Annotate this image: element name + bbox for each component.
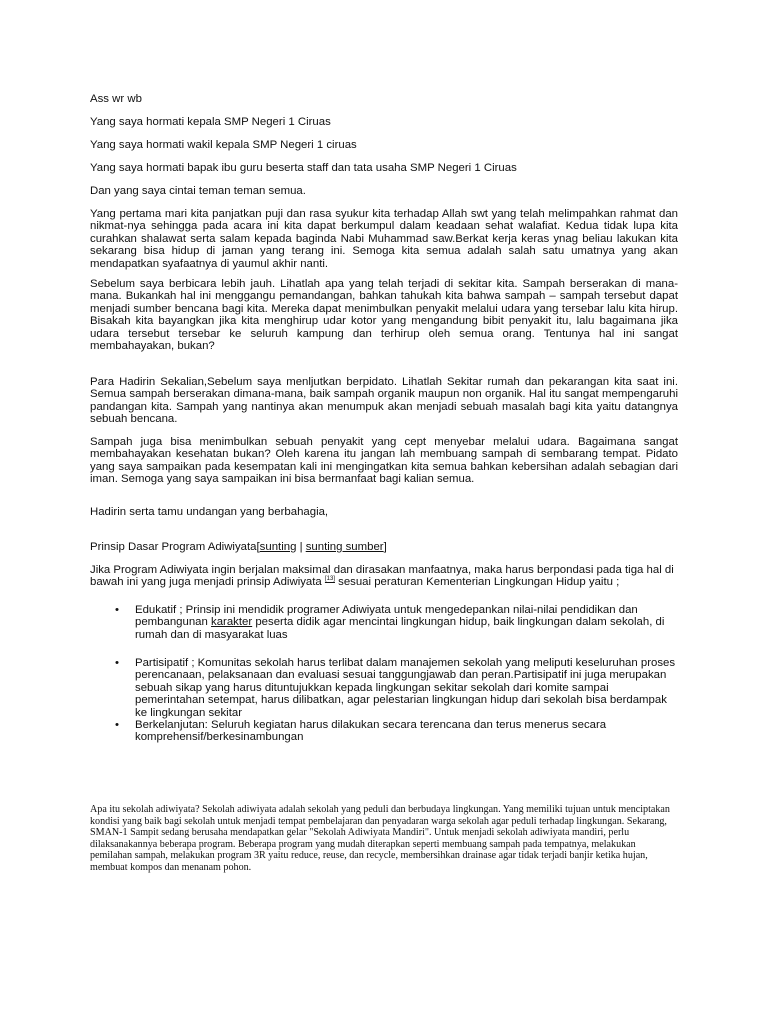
closing-paragraph: Apa itu sekolah adiwiyata? Sekolah adiwiyata adalah sekolah yang peduli dan berbudaya lingkungan. Yang memiliki tujuan untuk menciptakan kondisi yang baik bagi sekolah untuk menjadi tempat pembelajaran dan penyadaran warga sekolah agar peduli terhadap lingkungan. Sekarang, SMAN-1 Sampit sedang berusaha mendapatkan gelar "Sekolah Adiwiyata Mandiri". Untuk menjadi sekolah adiwiyata mandiri, perlu dilaksanakannya beberapa program. Beberapa program yang mudah diterapkan seperti membuang sampah pada tempatnya, melakukan pemilahan sampah, melakukan program 3R yaitu reduce, reuse, dan recycle, membersihkan drainase agar tidak terjadi banjir ketika hujan, membuat kompos dan menanam pohon. <box>90 804 670 873</box>
bullet-marker: • <box>115 657 119 669</box>
bracket-open: [ <box>256 541 260 553</box>
bullet-edukatif <box>135 604 680 641</box>
salutation-principal: Yang saya hormati kepala SMP Negeri 1 Ciruas <box>90 116 331 128</box>
bullet-marker: • <box>115 604 119 616</box>
bullet-partisipatif: Partisipatif ; Komunitas sekolah harus terlibat dalam manajemen sekolah yang meliputi keseluruhan proses perencanaan, pelaksanaan dan evaluasi sesuai tanggungjawab dan peran.Partisipatif ini juga merupakan sebuah sikap yang harus dituntujukkan kepada lingkungan sekitar sekolah dari komite sampai pemerintahan setempat, harus dilibatkan, agar pelestarian lingkungan hidup dari sekolah bisa berdampak ke lingkungan sekitar <box>135 657 676 719</box>
reference-link[interactable]: [13] <box>324 576 335 583</box>
paragraph-disease: Sampah juga bisa menimbulkan sebuah penyakit yang cept menyebar melalui udara. Bagaimana sangat membahayakan kesehatan bukan? Oleh karena itu jangan lah membuang sampah di sembarang tempat. Pidato yang saya sampaikan pada kesempatan kali ini mengingatkan kita semua bahkan kebersihan adalah sebagian dari iman. Semoga yang saya sampaikan ini bisa bermanfaat bagi kalian semua. <box>90 436 678 486</box>
section-heading <box>90 541 678 553</box>
karakter-link[interactable]: karakter <box>211 616 253 629</box>
edit-link[interactable]: sunting <box>259 541 297 553</box>
paragraph-audience: Para Hadirin Sekalian,Sebelum saya menljutkan berpidato. Lihatlah Sekitar rumah dan pekarangan kita saat ini. Semua sampah berserakan dimana-mana, baik sampah organik maupun non organik. Hal itu sangat mempengaruhi pandangan kita. Sampah yang nantinya akan menumpuk akan menjadi sebuah masalah bagi kita yaitu datangnya sebuah bencana. <box>90 376 678 426</box>
paragraph-trash-problem: Sebelum saya berbicara lebih jauh. Lihatlah apa yang telah terjadi di sekitar kita. Sampah berserakan di mana-mana. Bukankah hal ini menggangu pemandangan, bahkan tahukah kita bahwa sampah – sampah tersebut dapat menjadi sumber bencana bagi kita. Mereka dapat menimbulkan penyakit melalui udara yang tersebar lalu kita hirup. Bisakah kita bayangkan jika kita menghirup udar kotor yang mengandung bibit penyakit itu, lalu bagaimana jika udara tersebut tersebar ke seluruh kampung dan terhirup oleh semua orang. Tentunya hal ini sangat membahayakan, bukan? <box>90 278 678 353</box>
intro-paragraph <box>90 564 678 589</box>
paragraph-opening: Yang pertama mari kita panjatkan puji dan rasa syukur kita terhadap Allah swt yang telah melimpahkan rahmat dan nikmat-nya sehingga pada acara ini kita dapat berkumpul dalam keadaan sehat walafiat. Kedua tidak lupa kita curahkan shalawat serta salam kepada baginda Nabi Muhammad saw.Berkat kerja keras ynag beliau lakukan kita sekarang bisa hidup di jaman yang terang ini. Semoga kita semua adalah salah satu umatnya yang akan mendapatkan syafaatnya di yaumul akhir nanti. <box>90 208 678 270</box>
salutation-friends: Dan yang saya cintai teman teman semua. <box>90 185 306 197</box>
separator: | <box>296 541 306 553</box>
bullet-marker: • <box>115 719 119 731</box>
section-heading-text: Prinsip Dasar Program Adiwiyata <box>90 541 257 553</box>
bullet-text: Edukatif ; Prinsip ini mendidik programer Adiwiyata untuk mengedepankan nilai-nilai pendidikan dan pembangunan <box>135 604 638 629</box>
salutation-teachers: Yang saya hormati bapak ibu guru beserta staff dan tata usaha SMP Negeri 1 Ciruas <box>90 162 517 174</box>
bullet-berkelanjutan: Berkelanjutan: Seluruh kegiatan harus dilakukan secara terencana dan terus menerus secara komprehensif/berkesinambungan <box>135 719 607 744</box>
edit-source-link[interactable]: sunting sumber <box>305 541 384 553</box>
salutation-vice-principal: Yang saya hormati wakil kepala SMP Negeri 1 ciruas <box>90 139 357 151</box>
bracket-close: ] <box>383 541 387 553</box>
intro-text: Jika Program Adiwiyata ingin berjalan maksimal dan dirasakan manfaatnya, maka harus berpondasi pada tiga hal di bawah ini yang juga menjadi prinsip Adiwiyata <box>90 564 674 589</box>
paragraph-guests: Hadirin serta tamu undangan yang berbahagia, <box>90 506 329 518</box>
greeting: Ass wr wb <box>90 93 142 105</box>
intro-text-end: sesuai peraturan Kementerian Lingkungan Hidup yaitu ; <box>334 576 620 589</box>
bullet-text-end: peserta didik agar mencintai lingkungan hidup, baik lingkungan dalam sekolah, di rumah dan di masyarakat luas <box>135 616 665 641</box>
